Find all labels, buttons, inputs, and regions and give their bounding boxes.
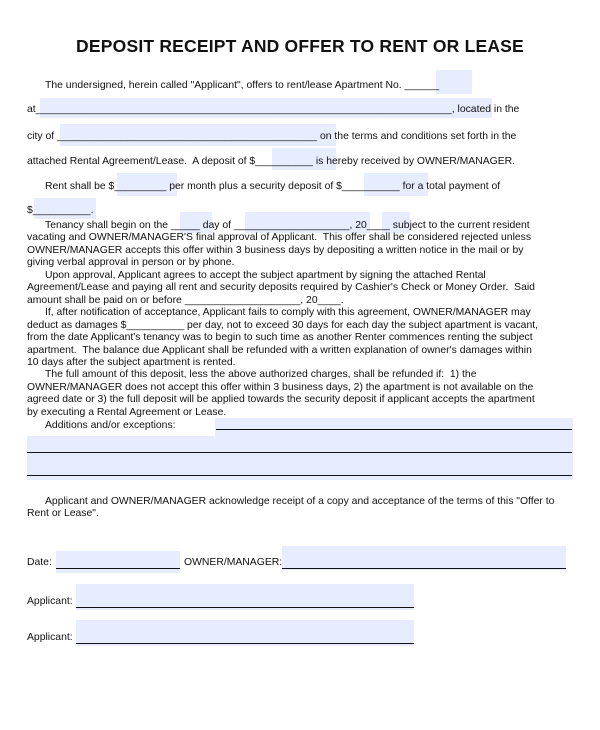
additions-rule — [27, 475, 572, 476]
paragraph-line: vacating and OWNER/MANAGER'S final approval of Applicant. This offer shall be considered rejected unless — [27, 232, 532, 243]
document-title: DEPOSIT RECEIPT AND OFFER TO RENT OR LEASE — [76, 36, 524, 56]
paragraph-line: The full amount of this deposit, less the above authorized charges, shall be refunded if: 1) the — [45, 369, 477, 380]
paragraph-line: OWNER/MANAGER does not accept this offer within 3 business days, 2) the apartment is not available on the — [27, 382, 534, 393]
paragraph-line: by executing a Rental Agreement or Lease. — [27, 407, 227, 418]
apartment-number-field[interactable] — [436, 70, 472, 94]
additions-rule — [27, 452, 572, 453]
owner-manager-rule — [282, 568, 566, 569]
date-rule — [56, 568, 180, 569]
paragraph-line: The undersigned, herein called "Applicant", offers to rent/lease Apartment No. ______ — [45, 80, 440, 91]
date-field[interactable] — [56, 551, 180, 573]
paragraph-line: apartment. The balance due Applicant shall be refunded with a written explanation of owner's damages within — [27, 345, 532, 356]
additions-field-lines[interactable] — [27, 436, 573, 480]
paragraph-line: $__________. — [27, 205, 94, 216]
paragraph-line: agreed date or 3) the full deposit will be applied towards the security deposit if applicant accepts the apartment — [27, 394, 535, 405]
paragraph-line: city of _____________________________________________ on the terms and conditions set forth in the — [27, 131, 517, 142]
paragraph-line: 10 days after the subject apartment is rented. — [27, 357, 236, 368]
applicant1-rule — [76, 607, 414, 608]
paragraph-line: from the date Applicant's tenancy was to begin to such time as another Renter commences renting the subject — [27, 332, 533, 343]
paragraph-line: If, after notification of acceptance, Applicant fails to comply with this agreement, OWNER/MANAGER may — [45, 307, 531, 318]
paragraph-line: Upon approval, Applicant agrees to accept the subject apartment by signing the attached Rental — [45, 270, 486, 281]
paragraph-line: Rent or Lease". — [27, 508, 99, 519]
paragraph-line: amount shall be paid on or before ____________________, 20____. — [27, 295, 344, 306]
paragraph-line: Tenancy shall begin on the _____ day of ____________________, 20____ subject to the current resident — [45, 220, 530, 231]
paragraph-line: Applicant and OWNER/MANAGER acknowledge receipt of a copy and acceptance of the terms of this "Offer to — [45, 496, 555, 507]
date-label: Date: — [27, 557, 52, 568]
paragraph-line: attached Rental Agreement/Lease. A deposit of $__________ is hereby received by OWNER/MANAGER. — [27, 156, 516, 167]
paragraph-line: Agreement/Lease and paying all rent and security deposits required by Cashier's Check or Money Order. Said — [27, 282, 535, 293]
owner-manager-label: OWNER/MANAGER: — [184, 557, 283, 568]
paragraph-line: deduct as damages $__________ per day, not to exceed 30 days for each day the subject apartment is vacant, — [27, 320, 539, 331]
paragraph-line: OWNER/MANAGER accepts this offer within 3 business days by depositing a written notice in the mail or by — [27, 245, 524, 256]
applicant1-label: Applicant: — [27, 596, 73, 607]
paragraph-line: Rent shall be $_________ per month plus a security deposit of $__________ for a total payment of — [45, 181, 501, 192]
additions-rule — [216, 429, 572, 430]
applicant2-rule — [76, 643, 414, 644]
applicant2-label: Applicant: — [27, 632, 73, 643]
paragraph-line: at________________________________________________________________________, located in the — [27, 104, 520, 115]
owner-manager-signature-field[interactable] — [282, 546, 566, 570]
paragraph-line: giving verbal approval in person or by phone. — [27, 257, 235, 268]
additions-label: Additions and/or exceptions: — [45, 420, 176, 431]
